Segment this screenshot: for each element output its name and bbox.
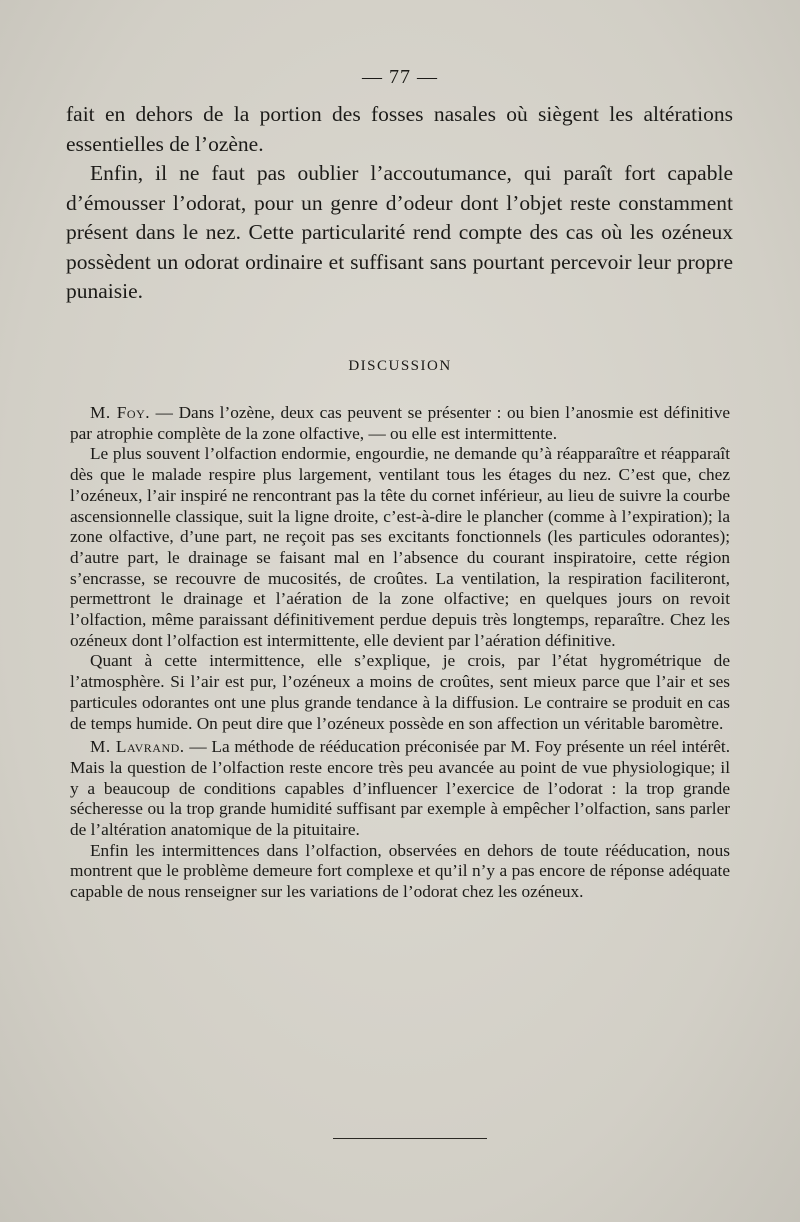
foy-paragraph-2: Le plus souvent l’olfaction endormie, engourdie, ne demande qu’à réapparaître et réapparaît dès que le malade respire plus largement, ventilant tous les étages du nez. C’est que, chez l’ozéneux, l’air inspiré ne rencontrant pas la tête du cornet inférieur, au lieu de suivre la courbe ascensionnelle classique, suit la ligne droite, c’est-à-dire le plancher (comme à l’expiration); la zone olfactive, d’une part, ne reçoit pas ses excitants fonctionnels (les particules odorantes); d’autre part, le drainage se faisant mal en l’absence du courant inspiratoire, cette région s’encrasse, se recouvre de mucosités, de croûtes. La ventilation, la respiration faciliteront, permettront le drainage et l’aération de la zone olfactive; en quelques jours on revoit l’olfaction, même paraissant définitivement perdue depuis très longtemps, reparaître. Chez les ozéneux dont l’olfaction est intermittente, elle devient par l’aération définitive. xyxy=(70,444,730,650)
speaker-dash: — xyxy=(184,737,212,757)
speaker-lavrand: M. Lavrand. xyxy=(90,737,185,757)
intro-paragraph-2: Enfin, il ne faut pas oublier l’accoutumance, qui paraît fort capable d’émousser l’odorat, pour un genre d’odeur dont l’objet reste constamment présent dans le nez. Cette particularité rend compte des cas où les ozéneux possèdent un odorat ordinaire et suffisant sans pourtant percevoir leur propre punaisie. xyxy=(66,161,733,303)
lavrand-statement xyxy=(70,737,730,841)
lavrand-paragraph-2: Enfin les intermittences dans l’olfaction, observées en dehors de toute rééducation, nous montrent que le problème demeure fort complexe et qu’il n’y a pas encore de réponse adéquate capable de nous renseigner sur les variations de l’odorat chez les ozéneux. xyxy=(70,840,730,902)
intro-text xyxy=(66,100,733,307)
foy-paragraph-1: Dans l’ozène, deux cas peuvent se présenter : ou bien l’anosmie est définitive par atrophie complète de la zone olfactive, — ou elle est intermittente. xyxy=(70,403,731,443)
speaker-dash: — xyxy=(150,403,179,422)
speaker-foy: M. Foy. xyxy=(90,403,151,422)
lavrand-paragraph-1: La méthode de rééducation préconisée par M. Foy présente un réel intérêt. Mais la question de l’olfaction reste encore très peu avancée au point de vue physiologique; il y a beaucoup de conditions capables d’influencer l’exercice de l’odorat : la trop grande sécheresse ou la trop grande humidité suffisant par exemple à empêcher l’olfaction, sans parler de l’altération anatomique de la pituitaire. xyxy=(70,737,731,840)
end-rule xyxy=(333,1138,487,1139)
foy-statement xyxy=(70,403,730,444)
foy-paragraph-3: Quant à cette intermittence, elle s’explique, je crois, par l’état hygrométrique de l’atmosphère. Si l’air est pur, l’ozéneux a moins de croûtes, sent mieux parce que l’air et ses particules odorantes ont une plus grande tendance à la diffusion. Le contraire se produit en cas de temps humide. On peut dire que l’ozéneux possède en son affection un véritable baromètre. xyxy=(70,651,730,733)
discussion-body xyxy=(70,400,730,903)
intro-paragraph-1: fait en dehors de la portion des fosses nasales où siègent les altérations essentielles de l’ozène. xyxy=(66,102,733,156)
page-number: — 77 — xyxy=(362,66,438,88)
section-title: DISCUSSION xyxy=(348,358,452,374)
